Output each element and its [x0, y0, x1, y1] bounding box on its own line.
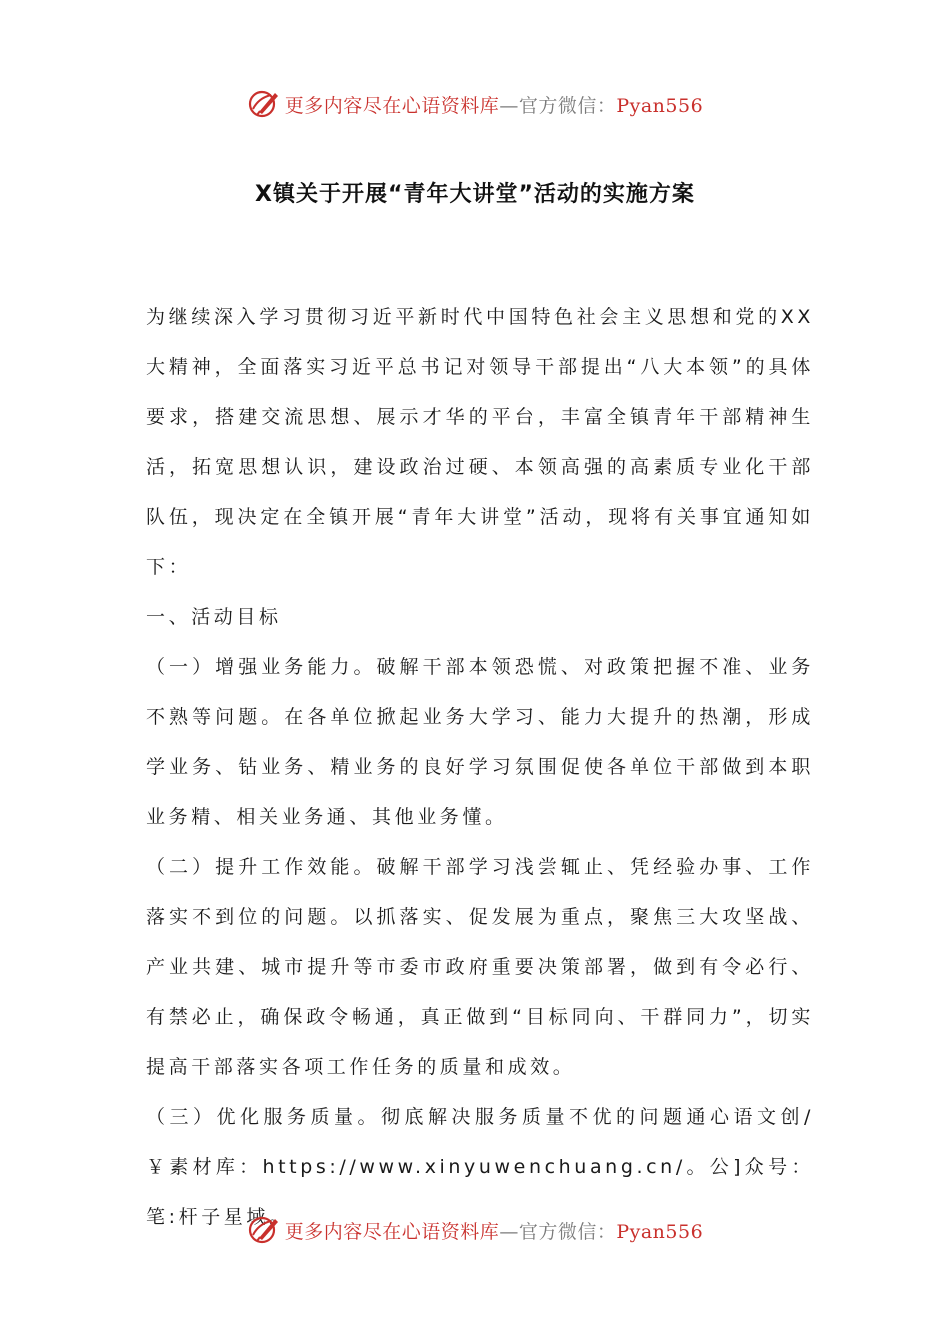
- body-paragraph: （二）提升工作效能。破解干部学习浅尝辄止、凭经验办事、工作落实不到位的问题。以抓落实、促发展为重点，聚焦三大攻坚战、产业共建、城市提升等市委市政府重要决策部署，做到有令必行、有禁必止，确保政令畅通，真正做到“目标同向、干群同力”，切实提高干部落实各项工作任务的质量和成效。: [146, 856, 814, 1078]
- document-body: [146, 292, 814, 1242]
- body-paragraph: （三）优化服务质量。彻底解决服务质量不优的问题通心语文创/￥素材库：https://www.xinyuwenchuang.cn/。公]众号：笔:杆子星域。: [146, 1106, 814, 1228]
- watermark-official-label: 官方微信：: [518, 94, 617, 117]
- intro-paragraph: 为继续深入学习贯彻习近平新时代中国特色社会主义思想和党的XX大精神，全面落实习近平总书记对领导干部提出“八大本领”的具体要求，搭建交流思想、展示才华的平台，丰富全镇青年干部精神生活，拓宽思想认识，建设政治过硬、本领高强的高素质专业化干部队伍，现决定在全镇开展“青年大讲堂”活动，现将有关事宜通知如下：: [146, 306, 814, 578]
- watermark-wechat-id: Pyan556: [616, 1220, 704, 1243]
- watermark-separator: —: [499, 1220, 519, 1243]
- watermark-wechat-id: Pyan556: [616, 94, 704, 117]
- document-title: X镇关于开展“青年大讲堂”活动的实施方案: [255, 182, 695, 207]
- section-heading: 一、活动目标: [146, 606, 282, 628]
- watermark-separator: —: [499, 94, 519, 117]
- watermark-official-label: 官方微信：: [518, 1220, 617, 1243]
- watermark-text: [285, 91, 703, 118]
- footer-watermark-banner: [0, 1210, 950, 1250]
- watermark-text: [285, 1217, 703, 1244]
- body-paragraph: （一）增强业务能力。破解干部本领恐慌、对政策把握不准、业务不熟等问题。在各单位掀起业务大学习、能力大提升的热潮，形成学业务、钻业务、精业务的良好学习氛围促使各单位干部做到本职业务精、相关业务通、其他业务懂。: [146, 656, 814, 828]
- header-watermark-banner: [0, 84, 950, 124]
- watermark-site-name: 更多内容尽在心语资料库: [284, 94, 500, 117]
- pen-signature-logo-icon: [247, 87, 281, 121]
- watermark-site-name: 更多内容尽在心语资料库: [284, 1220, 500, 1243]
- pen-signature-logo-icon: [247, 1213, 281, 1247]
